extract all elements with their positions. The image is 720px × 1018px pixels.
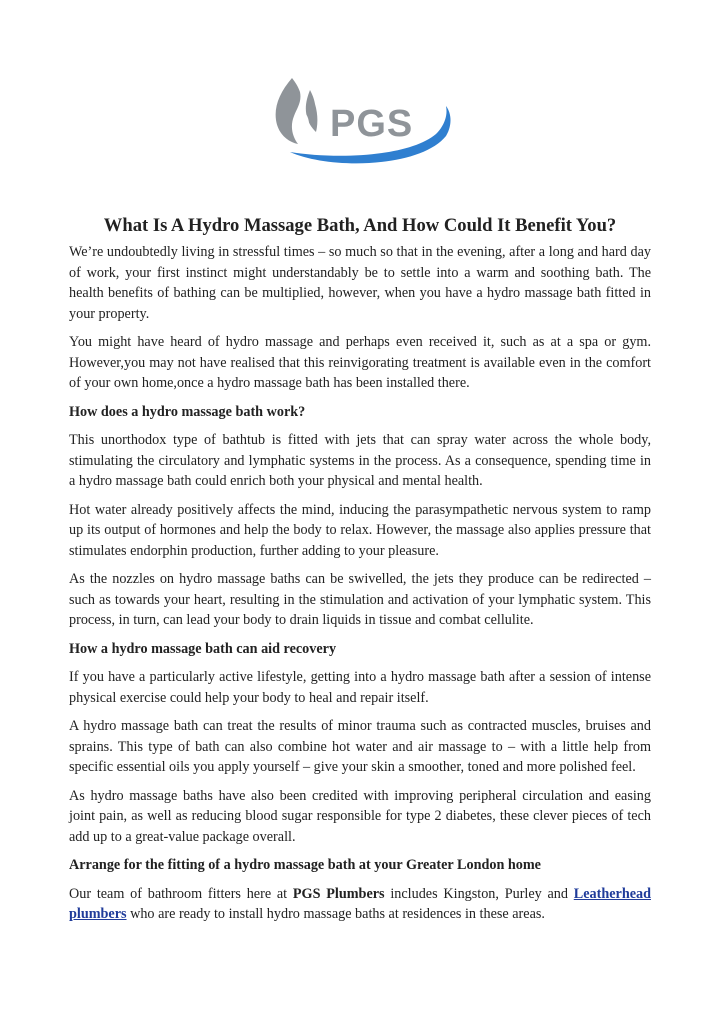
paragraph: As hydro massage baths have also been credited with improving peripheral circulation and easing joint pain, as well as reducing blood sugar responsible for type 2 diabetes, these clever pieces of tech add up to a great-value package overall. [69, 787, 651, 845]
cta-text: includes Kingston, Purley and [384, 885, 574, 902]
paragraph: As the nozzles on hydro massage baths can be swivelled, the jets they produce can be redirected – such as towards your heart, resulting in the stimulation and activation of your lymphatic system. This process, in turn, can lead your body to drain liquids in tissue and combat cellulite. [69, 571, 651, 628]
flame-icon [276, 78, 318, 144]
brand-name: PGS Plumbers [292, 885, 385, 902]
paragraph: If you have a particularly active lifestyle, getting into a hydro massage bath after a session of intense physical exercise could help your body to heal and repair itself. [69, 669, 651, 706]
pgs-logo [270, 70, 454, 166]
leatherhead-plumbers-link[interactable]: Leatherhead plumbers [69, 885, 651, 922]
paragraph: You might have heard of hydro massage and perhaps even received it, such as at a spa or gym. However,you may not have realised that this reinvigorating treatment is available even in the comfort of your own home,once a hydro massage bath has been installed there. [69, 334, 651, 391]
paragraph: A hydro massage bath can treat the results of minor trauma such as contracted muscles, bruises and sprains. This type of bath can also combine hot water and air massage to – with a little help from specific essential oils you apply yourself – give your skin a smoother, toned and more polished feel. [69, 718, 651, 775]
article-body [69, 242, 651, 933]
paragraph: We’re undoubtedly living in stressful times – so much so that in the evening, after a long and hard day of work, your first instinct might understandably be to settle into a warm and soothing bath. The health benefits of bathing can be multiplied, however, when you have a hydro massage bath fitted in your property. [69, 244, 651, 322]
page-title: What Is A Hydro Massage Bath, And How Could It Benefit You? [103, 215, 617, 236]
section-heading: How does a hydro massage bath work? [69, 403, 306, 420]
section-heading: How a hydro massage bath can aid recovery [69, 640, 337, 657]
paragraph: This unorthodox type of bathtub is fitted with jets that can spray water across the whole body, stimulating the circulatory and lymphatic systems in the process. As a consequence, spending time in a hydro massage bath could enrich both your physical and mental health. [69, 432, 651, 489]
cta-text: who are ready to install hydro massage baths at residences in these areas. [126, 906, 545, 922]
section-heading: Arrange for the fitting of a hydro massage bath at your Greater London home [69, 857, 541, 873]
paragraph-cta [69, 884, 651, 925]
paragraph: Hot water already positively affects the mind, inducing the parasympathetic nervous system to ramp up its output of hormones and help the body to relax. However, the massage also applies pressure that stimulates endorphin production, further adding to your pleasure. [69, 501, 651, 559]
logo-text: PGS [330, 103, 414, 145]
cta-text: Our team of bathroom fitters here at [69, 885, 293, 902]
